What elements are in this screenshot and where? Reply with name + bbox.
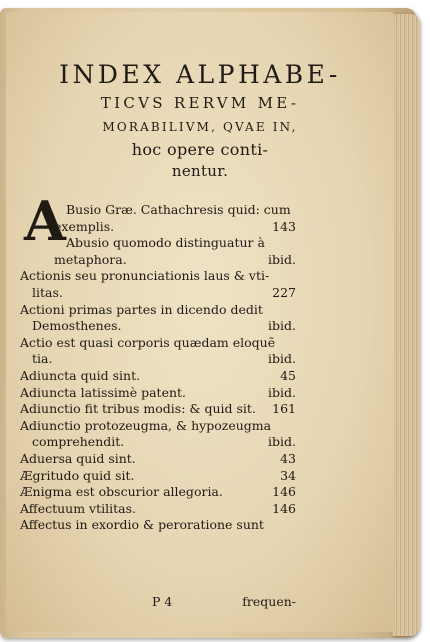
entry-text: Ænigma est obscurior allegoria. — [20, 484, 223, 500]
entry-page-ref: 161 — [272, 401, 296, 417]
page-edges — [392, 14, 420, 636]
index-entry — [20, 335, 296, 352]
entry-text: Adiuncta quid sint. — [20, 367, 141, 383]
index-entries — [20, 202, 296, 534]
index-title-line-1: INDEX ALPHABE- — [59, 60, 341, 89]
index-title-line-5: nentur. — [171, 162, 229, 180]
index-entry — [20, 434, 296, 451]
index-title-line-2: TICVS RERVM ME- — [100, 94, 300, 112]
index-title-line-4: hoc opere conti- — [131, 140, 269, 159]
entry-page-ref: 45 — [280, 367, 296, 383]
index-entry — [20, 484, 296, 501]
index-entry — [20, 268, 296, 285]
catchword: frequen- — [242, 594, 296, 609]
entry-text: Abusio quomodo distinguatur à — [66, 235, 265, 251]
entry-text: Adiunctio fit tribus modis: & quid sit. — [20, 401, 256, 417]
entry-text: Demosthenes. — [32, 318, 122, 334]
entry-text: Ægritudo quid sit. — [20, 467, 135, 483]
entry-text: Adiuncta latissimè patent. — [20, 384, 187, 400]
entry-page-ref: 34 — [280, 467, 296, 483]
entry-page-ref: ibid. — [268, 351, 296, 367]
entry-text: Actioni primas partes in dicendo dedit — [20, 301, 263, 317]
index-entry — [20, 252, 296, 269]
entry-text: Adiunctio protozeugma, & hypozeugma — [20, 417, 272, 433]
page-footer — [20, 594, 296, 612]
index-entry — [20, 418, 296, 435]
entry-text: exemplis. — [54, 218, 115, 234]
index-entry — [20, 202, 296, 219]
entry-text: Affectus in exordio & peroratione sunt — [20, 517, 264, 533]
entry-text: metaphora. — [54, 251, 127, 267]
entry-text: Actio est quasi corporis quædam eloquẽ — [20, 334, 276, 350]
entry-text: Actionis seu pronunciationis laus & vti- — [20, 268, 270, 284]
index-entry — [20, 468, 296, 485]
entry-text: Busio Græ. Cathachresis quid: cum — [66, 202, 291, 217]
index-entry — [20, 501, 296, 518]
entry-page-ref: 146 — [272, 500, 296, 516]
index-entry — [20, 368, 296, 385]
index-entry — [20, 385, 296, 402]
index-entry — [20, 302, 296, 319]
signature-mark: P 4 — [152, 594, 173, 609]
index-entry — [20, 451, 296, 468]
entry-page-ref: 227 — [272, 284, 296, 300]
entry-text: tia. — [32, 351, 53, 367]
entry-text: comprehendit. — [32, 434, 125, 450]
entry-page-ref: ibid. — [268, 434, 296, 450]
entry-text: Affectuum vtilitas. — [20, 500, 136, 516]
index-entry — [20, 219, 296, 236]
index-entry — [20, 318, 296, 335]
drop-cap-letter: A — [24, 189, 66, 253]
book-page — [6, 12, 394, 632]
entry-text: Aduersa quid sint. — [20, 450, 136, 466]
index-entry — [20, 235, 296, 252]
entry-page-ref: ibid. — [268, 384, 296, 400]
entry-page-ref: 146 — [272, 484, 296, 500]
entry-text: litas. — [32, 284, 63, 300]
index-entry — [20, 517, 296, 534]
entry-page-ref: ibid. — [268, 251, 296, 267]
index-entry — [20, 285, 296, 302]
index-entry — [20, 351, 296, 368]
index-title-line-3: MORABILIVM, QVAE IN, — [102, 120, 298, 134]
index-entry — [20, 401, 296, 418]
entry-page-ref: 143 — [272, 218, 296, 234]
entry-page-ref: ibid. — [268, 318, 296, 334]
entry-page-ref: 43 — [280, 450, 296, 466]
